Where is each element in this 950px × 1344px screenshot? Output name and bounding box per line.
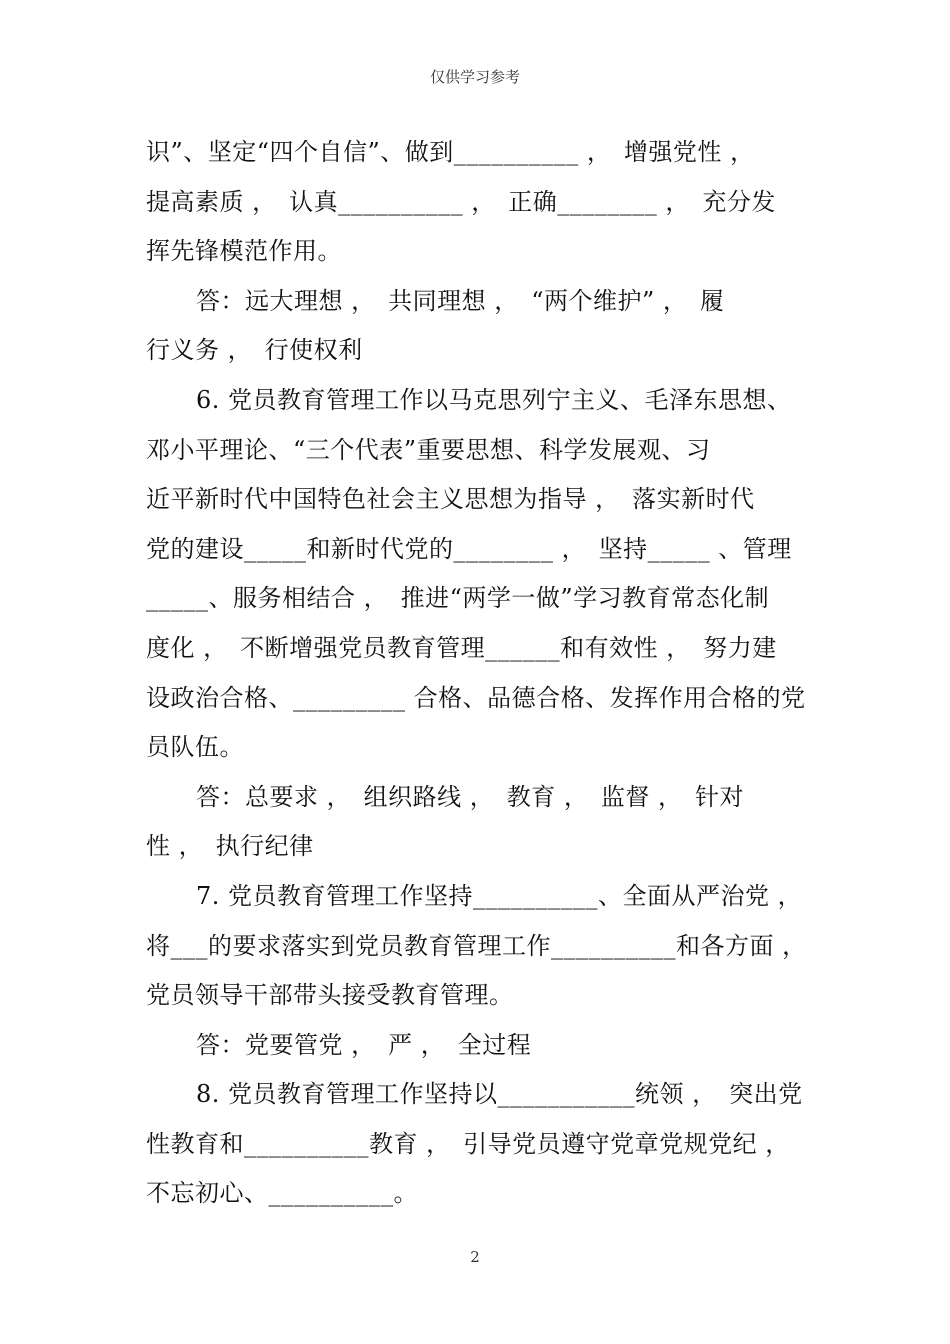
page-number: 2: [470, 1248, 480, 1266]
text-line: 行义务 ， 行使权利: [146, 336, 363, 365]
text-line: 6. 党员教育管理工作以马克思列宁主义、毛泽东思想、: [196, 385, 792, 414]
text-line: 7. 党员教育管理工作坚持__________、全面从严治党 ，: [196, 881, 803, 910]
text-line: 性 ， 执行纪律: [146, 832, 314, 861]
text-line: 邓小平理论、“三个代表”重要思想、科学发展观、习: [146, 435, 711, 464]
text-line: 不忘初心、__________。: [146, 1179, 418, 1208]
text-line: 性教育和__________教育 ， 引导党员遵守党章党规党纪 ，: [146, 1129, 790, 1158]
text-line: 答：总要求 ， 组织路线 ， 教育 ， 监督 ， 针对: [196, 782, 745, 811]
text-line: 设政治合格、_________ 合格、品德合格、发挥作用合格的党: [146, 683, 806, 712]
text-line: 答：党要管党 ， 严 ， 全过程: [196, 1030, 532, 1059]
document-body: [146, 128, 808, 1219]
text-line: 员队伍。: [146, 733, 244, 762]
text-line: 党员领导干部带头接受教育管理。: [146, 981, 514, 1010]
text-line: 提高素质 ， 认真__________ ， 正确________ ， 充分发: [146, 187, 776, 216]
page-header: 仅供学习参考: [429, 68, 520, 86]
text-line: _____、服务相结合 ， 推进“两学一做”学习教育常态化制: [146, 584, 770, 613]
text-line: 挥先锋模范作用。: [146, 237, 342, 266]
text-line: 8. 党员教育管理工作坚持以___________统领 ， 突出党: [196, 1080, 803, 1109]
text-line: 党的建设_____和新时代党的________ ， 坚持_____ 、管理: [146, 534, 792, 563]
text-line: 度化 ， 不断增强党员教育管理______和有效性 ， 努力建: [146, 633, 777, 662]
text-line: 将___的要求落实到党员教育管理工作__________和各方面 ，: [146, 931, 807, 960]
text-line: 识”、坚定“四个自信”、做到__________ ， 增强党性 ，: [146, 138, 755, 166]
text-line: 近平新时代中国特色社会主义思想为指导 ， 落实新时代: [146, 485, 755, 514]
text-line: 答：远大理想 ， 共同理想 ， “两个维护” ， 履: [196, 286, 725, 315]
